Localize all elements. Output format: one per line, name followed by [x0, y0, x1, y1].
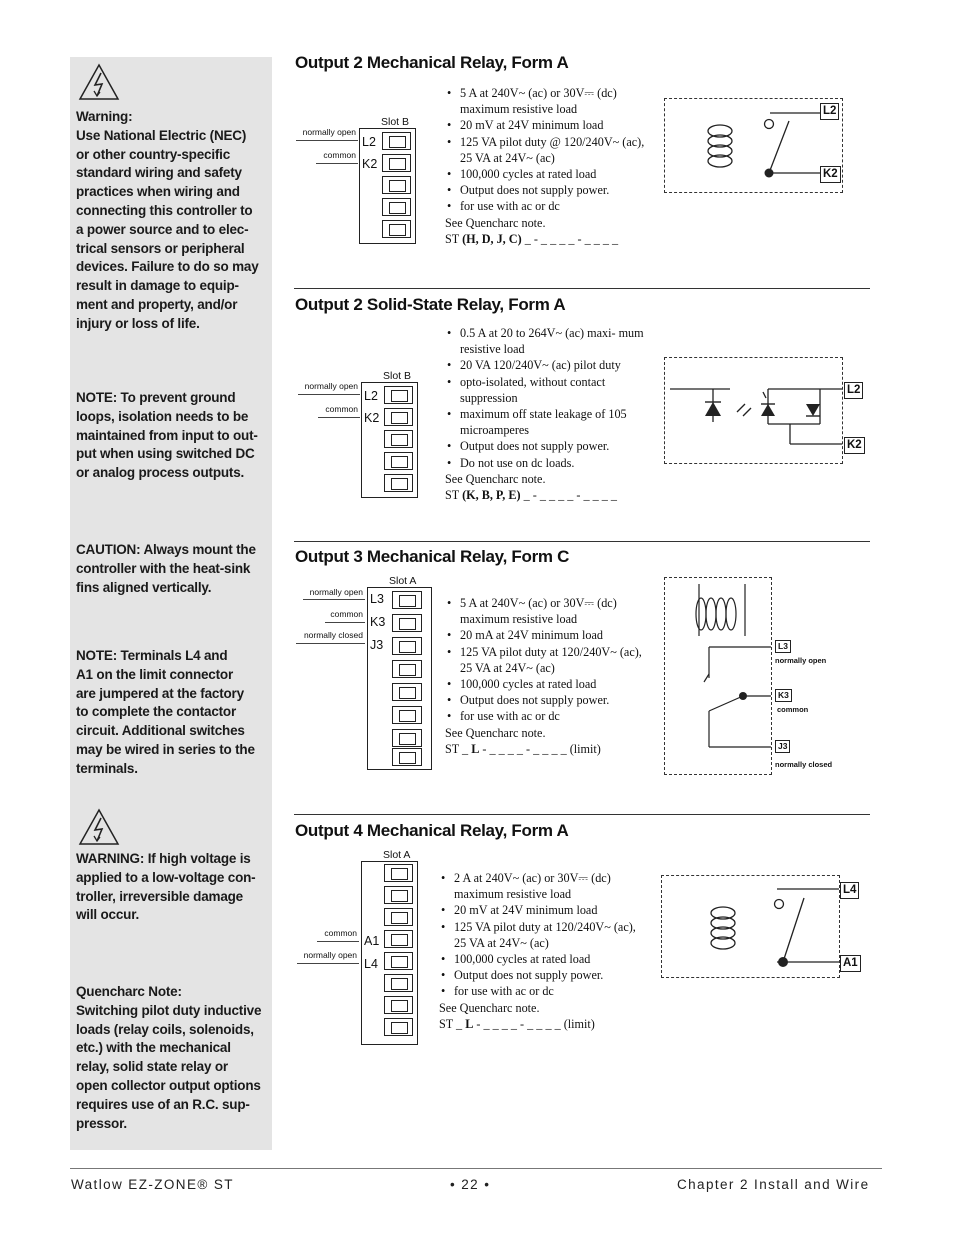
slot-label: Slot A	[389, 575, 417, 587]
note-line: NOTE: To prevent ground	[76, 390, 236, 405]
spec-item: • 20 mA at 24V minimum load	[445, 627, 655, 643]
wire-line	[325, 622, 365, 623]
spec-item: • 125 VA pilot duty at 120/240V~ (ac), 25 VA at 24V~ (ac)	[439, 919, 651, 951]
footer-product-name: Watlow EZ-ZONE® ST	[71, 1177, 234, 1192]
code-options: L	[471, 741, 480, 756]
section-divider	[294, 814, 870, 815]
note-line: applied to a low-voltage con-	[76, 869, 256, 885]
terminal-tag-A1: A1	[840, 955, 861, 972]
note-line: loads (relay coils, solenoids,	[76, 1021, 254, 1037]
spec-item: • 2 A at 240V~ (ac) or 30V⎓ (dc) maximum resistive load	[439, 870, 651, 902]
terminal-screw	[384, 886, 413, 904]
spec-item: • 20 mV at 24V minimum load	[445, 117, 655, 133]
wire-line	[297, 963, 359, 964]
schematic-mechanical-relay-form-a	[664, 98, 843, 193]
pin-label-L3: L3	[370, 592, 384, 606]
wire-label-normally-open: normally open	[302, 127, 356, 137]
quencharc-note	[76, 983, 270, 1133]
quencharc-heading: Quencharc Note:	[76, 984, 182, 999]
note-line: loops, isolation needs to be	[76, 408, 249, 424]
terminal-screw	[384, 474, 413, 492]
spec-item: • Do not use on dc loads.	[445, 455, 655, 471]
terminal-screw	[384, 1018, 413, 1036]
note-line: trical sensors or peripheral	[76, 240, 245, 256]
note-line: NOTE: Terminals L4 and	[76, 648, 228, 663]
terminal-screw	[382, 176, 411, 194]
part-number-code	[445, 231, 655, 247]
note-line: maintained from input to out-	[76, 427, 258, 443]
section-divider	[294, 288, 870, 289]
spec-item: • Output does not supply power.	[445, 438, 655, 454]
code-prefix: ST	[445, 231, 463, 246]
high-voltage-warning-icon	[78, 63, 120, 101]
terminal-connector	[359, 128, 416, 244]
terminal-screw	[384, 952, 413, 970]
footer-divider	[70, 1168, 882, 1169]
wire-label-normally-open: normally open	[303, 950, 357, 960]
code-options: L	[465, 1016, 474, 1031]
wire-line	[318, 417, 360, 418]
section-divider	[294, 541, 870, 542]
schematic-mechanical-relay-form-c	[664, 577, 833, 775]
terminal-screw	[392, 614, 422, 632]
terminal-screw	[382, 132, 411, 150]
spec-item: • 20 VA 120/240V~ (ac) pilot duty	[445, 357, 655, 373]
wire-line	[296, 643, 365, 644]
code-prefix: ST _	[439, 1016, 466, 1031]
thyristor-icon	[761, 404, 775, 416]
note-line: devices. Failure to do so may	[76, 259, 259, 275]
note-line: terminals.	[76, 760, 138, 776]
note-line: a power source and to elec-	[76, 221, 249, 237]
pin-label-K2: K2	[364, 411, 380, 425]
pin-label-L4: L4	[364, 957, 378, 971]
spec-item: • 125 VA pilot duty @ 120/240V~ (ac), 25 VA at 24V~ (ac)	[445, 134, 655, 166]
spec-item: • Output does not supply power.	[439, 967, 651, 983]
note-line: pressor.	[76, 1115, 127, 1131]
wire-line	[298, 394, 360, 395]
wire-label-common: common	[325, 404, 358, 414]
see-quencharc-note: See Quencharc note.	[445, 471, 546, 486]
note-line: controller with the heat-sink	[76, 560, 251, 576]
code-suffix: - _ _ _ _ - _ _ _ _ (limit)	[473, 1016, 595, 1031]
terminal-screw	[384, 930, 413, 948]
note-line: fins aligned vertically.	[76, 579, 212, 595]
wire-line	[296, 140, 358, 141]
note-line: Switching pilot duty inductive	[76, 1002, 262, 1018]
terminal-screw	[384, 908, 413, 926]
terminal-screw	[384, 864, 413, 882]
terminal-screw	[384, 408, 413, 426]
relay-coil-icon	[665, 99, 842, 192]
terminal-screw	[382, 198, 411, 216]
note-line: put when using switched DC	[76, 446, 255, 462]
terminal-screw	[382, 154, 411, 172]
spec-item: • 100,000 cycles at rated load	[445, 166, 655, 182]
spec-item: • Output does not supply power.	[445, 182, 655, 198]
spec-item: • 20 mV at 24V minimum load	[439, 902, 651, 918]
slot-label: Slot A	[383, 849, 411, 861]
terminal-caption: normally closed	[775, 760, 833, 769]
pin-label-K2: K2	[362, 157, 378, 171]
wire-label-normally-open: normally open	[304, 381, 358, 391]
terminal-tag-K2: K2	[844, 437, 865, 454]
schematic-mechanical-relay-form-a	[661, 875, 858, 978]
note-line: relay, solid state relay or	[76, 1059, 228, 1075]
section-title-output4-mechanical: Output 4 Mechanical Relay, Form A	[295, 821, 569, 840]
part-number-code	[445, 487, 655, 503]
terminal-tag-K2: K2	[820, 166, 841, 183]
note-line: CAUTION: Always mount the	[76, 542, 256, 557]
warnings-sidebar	[70, 57, 272, 1150]
relay-contact-icon	[775, 900, 784, 909]
spec-item: • for use with ac or dc	[445, 708, 655, 724]
note-line: result in damage to equip-	[76, 278, 239, 294]
code-options: (K, B, P, E)	[462, 488, 521, 503]
terminal-screw	[392, 683, 422, 701]
footer-page-number: • 22 •	[450, 1177, 491, 1192]
wire-label-common: common	[324, 928, 357, 938]
part-number-code	[439, 1016, 651, 1032]
pin-label-L2: L2	[362, 135, 376, 149]
relay-coil-icon	[662, 876, 839, 977]
pin-label-A1: A1	[364, 934, 380, 948]
specs-output4-mechanical	[439, 870, 651, 1032]
code-prefix: ST	[445, 488, 463, 503]
note-line: open collector output options	[76, 1077, 261, 1093]
terminal-tag-L4: L4	[840, 882, 859, 899]
terminal-screw	[382, 220, 411, 238]
note-line: to complete the contactor	[76, 704, 237, 720]
section-title-output2-mechanical: Output 2 Mechanical Relay, Form A	[295, 53, 569, 72]
terminal-screw	[384, 386, 413, 404]
spec-item: • Output does not supply power.	[445, 692, 655, 708]
note-line: standard wiring and safety	[76, 165, 242, 181]
relay-contact-icon	[765, 120, 774, 129]
spec-item: • 100,000 cycles at rated load	[439, 951, 651, 967]
terminal-screw	[384, 974, 413, 992]
terminals-note	[76, 647, 270, 779]
terminal-connector	[361, 382, 418, 498]
specs-output3-mechanical	[445, 595, 655, 757]
terminal-tag-J3: J3	[775, 740, 790, 753]
relay-coil-icon	[665, 578, 771, 774]
specs-output2-mechanical	[445, 85, 655, 247]
see-quencharc-note: See Quencharc note.	[445, 215, 546, 230]
wire-label-normally-open: normally open	[309, 587, 363, 597]
code-prefix: ST _	[445, 741, 472, 756]
high-voltage-warning-note	[76, 850, 270, 925]
ground-loop-note	[76, 389, 270, 483]
note-line: WARNING: If high voltage is	[76, 851, 251, 866]
note-line: Use National Electric (NEC)	[76, 127, 247, 143]
pin-label-L2: L2	[364, 389, 378, 403]
note-line: circuit. Additional switches	[76, 723, 245, 739]
pin-label-K3: K3	[370, 615, 386, 629]
spec-item: • 5 A at 240V~ (ac) or 30V⎓ (dc) maximum resistive load	[445, 595, 655, 627]
slot-label: Slot B	[383, 370, 412, 382]
wire-line	[317, 941, 359, 942]
terminal-screw	[392, 660, 422, 678]
note-line: connecting this controller to	[76, 202, 253, 218]
spec-item: • maximum off state leakage of 105 microamperes	[445, 406, 655, 438]
footer-chapter-title: Chapter 2 Install and Wire	[677, 1177, 870, 1192]
slot-label: Slot B	[381, 116, 410, 128]
terminal-connector	[367, 587, 432, 770]
section-title-output2-solid-state: Output 2 Solid-State Relay, Form A	[295, 295, 566, 314]
terminal-caption: common	[777, 705, 809, 714]
warning-heading: Warning:	[76, 109, 133, 124]
terminal-screw	[392, 729, 422, 747]
note-line: will occur.	[76, 907, 140, 923]
terminal-screw	[392, 591, 422, 609]
code-suffix: _ - _ _ _ _ - _ _ _ _	[520, 488, 618, 503]
note-line: ment and property, and/or	[76, 296, 238, 312]
terminal-tag-L2: L2	[844, 382, 863, 399]
spec-item: • for use with ac or dc	[445, 198, 655, 214]
terminal-caption: normally open	[775, 656, 827, 665]
spec-item: • 100,000 cycles at rated load	[445, 676, 655, 692]
code-suffix: - _ _ _ _ - _ _ _ _ (limit)	[479, 741, 601, 756]
note-line: or other country-specific	[76, 146, 231, 162]
terminal-tag-K3: K3	[775, 689, 792, 702]
spec-item: • 0.5 A at 20 to 264V~ (ac) maxi- mum resistive load	[445, 325, 655, 357]
note-line: or analog process outputs.	[76, 465, 245, 481]
code-suffix: _ - _ _ _ _ - _ _ _ _	[521, 231, 619, 246]
see-quencharc-note: See Quencharc note.	[445, 725, 546, 740]
schematic-solid-state-relay	[664, 357, 862, 464]
see-quencharc-note: See Quencharc note.	[439, 1000, 540, 1015]
part-number-code	[445, 741, 655, 757]
terminal-screw	[384, 452, 413, 470]
terminal-tag-L2: L2	[820, 103, 839, 120]
spec-item: • opto-isolated, without contact suppression	[445, 374, 655, 406]
note-line: etc.) with the mechanical	[76, 1040, 231, 1056]
terminal-screw	[392, 637, 422, 655]
code-options: (H, D, J, C)	[462, 231, 522, 246]
note-line: A1 on the limit connector	[76, 666, 234, 682]
wire-line	[316, 163, 358, 164]
note-line: requires use of an R.C. sup-	[76, 1096, 250, 1112]
terminal-screw	[384, 996, 413, 1014]
note-line: injury or loss of life.	[76, 315, 200, 331]
terminal-screw	[392, 748, 422, 766]
wire-label-common: common	[323, 150, 356, 160]
diode-icon	[665, 358, 842, 463]
note-line: practices when wiring and	[76, 184, 240, 200]
terminal-screw	[392, 706, 422, 724]
spec-item: • 5 A at 240V~ (ac) or 30V⎓ (dc) maximum resistive load	[445, 85, 655, 117]
terminal-screw	[384, 430, 413, 448]
wire-label-common: common	[330, 609, 363, 619]
relay-contact-icon	[739, 692, 747, 700]
note-line: may be wired in series to the	[76, 741, 255, 757]
note-line: are jumpered at the factory	[76, 685, 244, 701]
wire-label-normally-closed: normally closed	[303, 630, 363, 640]
terminal-connector	[361, 861, 418, 1045]
section-title-output3-mechanical: Output 3 Mechanical Relay, Form C	[295, 547, 570, 566]
spec-item: • for use with ac or dc	[439, 983, 651, 999]
spec-item: • 125 VA pilot duty at 120/240V~ (ac), 25 VA at 24V~ (ac)	[445, 644, 655, 676]
note-line: troller, irreversible damage	[76, 888, 243, 904]
warning-nec-note	[76, 108, 270, 334]
specs-output2-solid-state	[445, 325, 655, 503]
high-voltage-warning-icon	[78, 808, 120, 846]
wire-line	[303, 599, 365, 600]
pin-label-J3: J3	[370, 638, 384, 652]
caution-note	[76, 541, 270, 597]
terminal-tag-L3: L3	[775, 640, 791, 653]
